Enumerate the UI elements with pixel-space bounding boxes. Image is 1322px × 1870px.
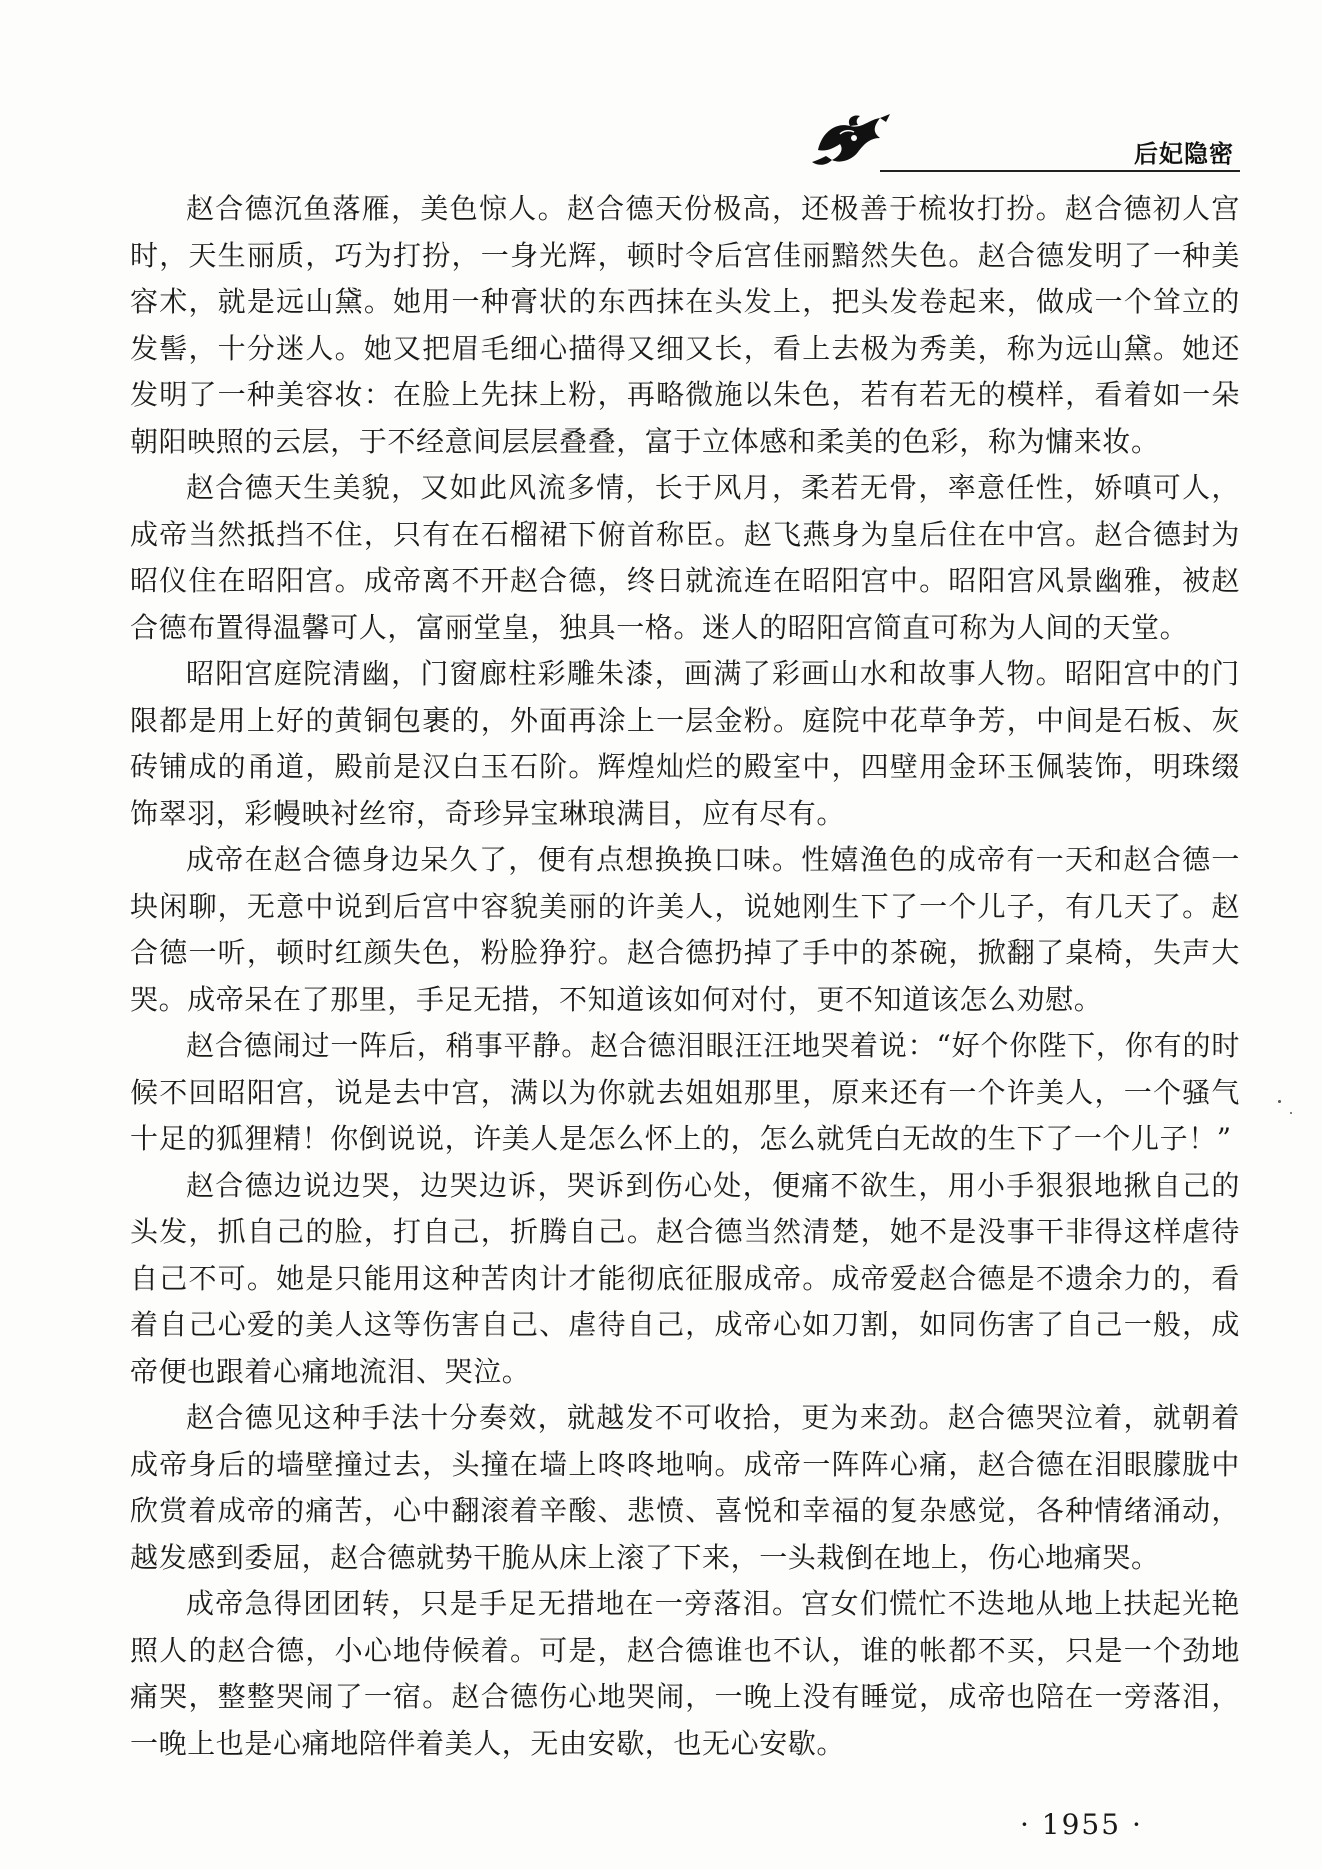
paragraph-2: 赵合德天生美貌，又如此风流多情，长于风月，柔若无骨，率意任性，娇嗔可人，成帝当然抵挡不住，只有在石榴裙下俯首称臣。赵飞燕身为皇后住在中宫。赵合德封为昭仪住在昭阳宫。成帝离不开赵合德，终日就流连在昭阳宫中。昭阳宫风景幽雅，被赵合德布置得温馨可人，富丽堂皇，独具一格。迷人的昭阳宫简直可称为人间的天堂。 <box>130 471 1240 644</box>
paragraph-6: 赵合德边说边哭，边哭边诉，哭诉到伤心处，便痛不欲生，用小手狠狠地揪自己的头发，抓自己的脸，打自己，折腾自己。赵合德当然清楚，她不是没事干非得这样虐待自己不可。她是只能用这种苦肉计才能彻底征服成帝。成帝爱赵合德是不遗余力的，看着自己心爱的美人这等伤害自己、虐待自己，成帝心如刀割，如同伤害了自己一般，成帝便也跟着心痛地流泪、哭泣。 <box>130 1168 1240 1388</box>
running-header <box>810 110 1240 180</box>
header-title: 后妃隐密 <box>1134 140 1234 168</box>
paragraph-1: 赵合德沉鱼落雁，美色惊人。赵合德天份极高，还极善于梳妆打扮。赵合德初人宫时，天生丽质，巧为打扮，一身光辉，顿时令后宫佳丽黯然失色。赵合德发明了一种美容术，就是远山黛。她用一种膏状的东西抹在头发上，把头发卷起来，做成一个耸立的发髻，十分迷人。她又把眉毛细心描得又细又长，看上去极为秀美，称为远山黛。她还发明了一种美容妆：在脸上先抹上粉，再略微施以朱色，若有若无的模样，看着如一朵朝阳映照的云层，于不经意间层层叠叠，富于立体感和柔美的色彩，称为慵来妆。 <box>130 192 1240 458</box>
dragon-emblem-icon <box>810 110 900 170</box>
paragraph-5: 赵合德闹过一阵后，稍事平静。赵合德泪眼汪汪地哭着说：“好个你陛下，你有的时候不回昭阳宫，说是去中宫，满以为你就去姐姐那里，原来还有一个许美人，一个骚气十足的狐狸精！你倒说说，许美人是怎么怀上的，怎么就凭白无故的生下了一个儿子！” <box>130 1029 1240 1155</box>
paragraph-8: 成帝急得团团转，只是手足无措地在一旁落泪。宫女们慌忙不迭地从地上扶起光艳照人的赵合德，小心地侍候着。可是，赵合德谁也不认，谁的帐都不买，只是一个劲地痛哭，整整哭闹了一宿。赵合德伤心地哭闹，一晚上没有睡觉，成帝也陪在一旁落泪，一晚上也是心痛地陪伴着美人，无由安歇，也无心安歇。 <box>130 1587 1240 1760</box>
page-number: · 1955 · <box>1020 1808 1143 1841</box>
paragraph-4: 成帝在赵合德身边呆久了，便有点想换换口味。性嬉渔色的成帝有一天和赵合德一块闲聊，无意中说到后宫中容貌美丽的许美人，说她刚生下了一个儿子，有几天了。赵合德一听，顿时红颜失色，粉脸狰狞。赵合德扔掉了手中的茶碗，掀翻了桌椅，失声大哭。成帝呆在了那里，手足无措，不知道该如何对付，更不知道该怎么劝慰。 <box>130 843 1240 1016</box>
scan-speck <box>1290 1112 1292 1114</box>
body-text <box>130 186 1240 1767</box>
header-rule <box>880 170 1240 172</box>
scan-speck <box>1278 1100 1281 1103</box>
paragraph-7: 赵合德见这种手法十分奏效，就越发不可收拾，更为来劲。赵合德哭泣着，就朝着成帝身后的墙壁撞过去，头撞在墙上咚咚地响。成帝一阵阵心痛，赵合德在泪眼朦胧中欣赏着成帝的痛苦，心中翻滚着辛酸、悲愤、喜悦和幸福的复杂感觉，各种情绪涌动，越发感到委屈，赵合德就势干脆从床上滚了下来，一头栽倒在地上，伤心地痛哭。 <box>130 1401 1240 1574</box>
paragraph-3: 昭阳宫庭院清幽，门窗廊柱彩雕朱漆，画满了彩画山水和故事人物。昭阳宫中的门限都是用上好的黄铜包裹的，外面再涂上一层金粉。庭院中花草争芳，中间是石板、灰砖铺成的甬道，殿前是汉白玉石阶。辉煌灿烂的殿室中，四壁用金环玉佩装饰，明珠缀饰翠羽，彩幔映衬丝帘，奇珍异宝琳琅满目，应有尽有。 <box>130 657 1240 830</box>
